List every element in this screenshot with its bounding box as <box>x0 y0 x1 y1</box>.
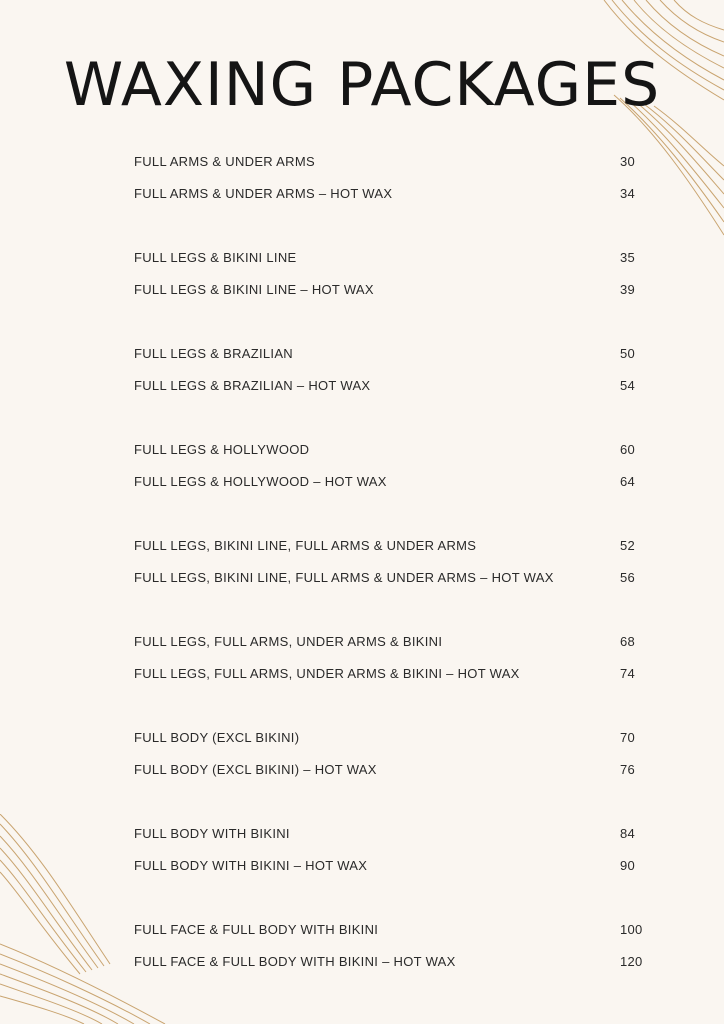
package-name: FULL LEGS & BRAZILIAN <box>134 345 293 361</box>
package-group <box>134 337 654 401</box>
package-name: FULL BODY (EXCL BIKINI) – HOT WAX <box>134 761 377 777</box>
package-price: 39 <box>620 281 636 297</box>
package-name: FULL LEGS & BRAZILIAN – HOT WAX <box>134 377 371 393</box>
package-price: 74 <box>620 665 636 681</box>
list-item <box>134 177 654 209</box>
list-item <box>134 241 654 273</box>
list-item <box>134 561 654 593</box>
price-list <box>134 145 654 1009</box>
list-item <box>134 945 654 977</box>
list-item <box>134 145 654 177</box>
list-item <box>134 721 654 753</box>
package-price: 120 <box>620 953 643 969</box>
package-price: 70 <box>620 729 636 745</box>
list-item <box>134 913 654 945</box>
list-item <box>134 529 654 561</box>
package-group <box>134 529 654 593</box>
list-item <box>134 849 654 881</box>
package-price: 30 <box>620 153 636 169</box>
package-price: 56 <box>620 569 636 585</box>
package-name: FULL ARMS & UNDER ARMS – HOT WAX <box>134 185 393 201</box>
list-item <box>134 625 654 657</box>
package-price: 35 <box>620 249 636 265</box>
package-name: FULL BODY (EXCL BIKINI) <box>134 729 300 745</box>
package-price: 90 <box>620 857 636 873</box>
package-group <box>134 625 654 689</box>
list-item <box>134 433 654 465</box>
package-name: FULL BODY WITH BIKINI <box>134 825 290 841</box>
package-name: FULL ARMS & UNDER ARMS <box>134 153 315 169</box>
package-group <box>134 721 654 785</box>
list-item <box>134 753 654 785</box>
package-price: 76 <box>620 761 636 777</box>
package-price: 68 <box>620 633 636 649</box>
package-name: FULL LEGS, BIKINI LINE, FULL ARMS & UNDER ARMS <box>134 537 477 553</box>
package-name: FULL LEGS & HOLLYWOOD – HOT WAX <box>134 473 387 489</box>
package-name: FULL BODY WITH BIKINI – HOT WAX <box>134 857 368 873</box>
package-name: FULL LEGS & BIKINI LINE – HOT WAX <box>134 281 374 297</box>
package-price: 84 <box>620 825 636 841</box>
list-item <box>134 337 654 369</box>
package-name: FULL FACE & FULL BODY WITH BIKINI <box>134 921 379 937</box>
package-price: 34 <box>620 185 636 201</box>
list-item <box>134 465 654 497</box>
package-name: FULL LEGS & BIKINI LINE <box>134 249 297 265</box>
package-name: FULL LEGS & HOLLYWOOD <box>134 441 310 457</box>
package-name: FULL LEGS, FULL ARMS, UNDER ARMS & BIKINI – HOT WAX <box>134 665 520 681</box>
package-price: 52 <box>620 537 636 553</box>
package-name: FULL FACE & FULL BODY WITH BIKINI – HOT WAX <box>134 953 456 969</box>
package-price: 50 <box>620 345 636 361</box>
list-item <box>134 657 654 689</box>
list-item <box>134 273 654 305</box>
package-group <box>134 145 654 209</box>
package-price: 100 <box>620 921 643 937</box>
package-group <box>134 817 654 881</box>
package-price: 60 <box>620 441 636 457</box>
package-price: 64 <box>620 473 636 489</box>
list-item <box>134 817 654 849</box>
page-title: WAXING PACKAGES <box>63 50 661 120</box>
package-group <box>134 913 654 977</box>
package-price: 54 <box>620 377 636 393</box>
package-group <box>134 241 654 305</box>
list-item <box>134 369 654 401</box>
package-name: FULL LEGS, BIKINI LINE, FULL ARMS & UNDER ARMS – HOT WAX <box>134 569 554 585</box>
package-name: FULL LEGS, FULL ARMS, UNDER ARMS & BIKINI <box>134 633 443 649</box>
package-group <box>134 433 654 497</box>
